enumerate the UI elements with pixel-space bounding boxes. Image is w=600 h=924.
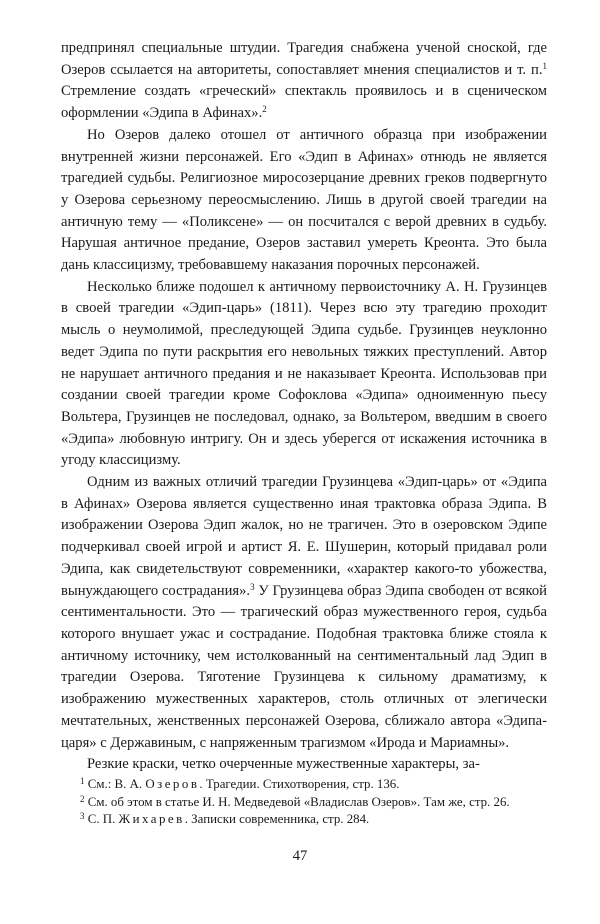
text-run: . Записки современника, стр. 284.: [184, 812, 370, 827]
text-run: См.: В. А.: [84, 776, 146, 791]
author-name: Жихарев: [118, 812, 185, 827]
page-content: [61, 38, 547, 829]
text-run: Одним из важных отличий трагедии Грузинцева «Эдип-царь» от «Эдипа в Афинах» Озерова является существенно иная трактовка образа Эдипа. В изображении Озерова Эдип жалок, но не трагичен. Это в озеровском Эдипе подчеркивал своей игрой и артист Я. Е. Шушерин, который придавал роли Эдипа, как свидетельствуют современники, «характер какого-то убожества, вынуждающего сострадания».: [61, 474, 547, 599]
footnote: [61, 776, 547, 794]
text-run: См. об этом в статье И. Н. Медведевой «Владислав Озеров». Там же, стр. 26.: [84, 794, 510, 809]
text-run: . Трагедии. Стихотворения, стр. 136.: [199, 776, 400, 791]
text-run: Резкие краски, четко очерченные мужественные характеры, за-: [87, 756, 480, 773]
text-run: Но Озеров далеко отошел от античного образца при изображении внутренней жизни персонажей. Его «Эдип в Афинах» отнюдь не является трагедией судьбы. Религиозное миросозерцание древних греков подвергнуто у Озерова серьезному переосмыслению. Лишь в другой своей трагедии на античную тему — «Поликсене» — он посчитался с верой древних в судьбу. Нарушая античное предание, Озеров заставил умереть Креонта. Это была дань классицизму, требовавшему наказания порочных персонажей.: [61, 126, 547, 274]
footnote-reference: 3: [250, 581, 255, 592]
author-name: Озеров: [145, 776, 200, 791]
paragraph: [61, 754, 547, 776]
footnote: [61, 794, 547, 812]
paragraph: [61, 472, 547, 754]
paragraph: [61, 38, 547, 125]
footnote-number: 3: [80, 811, 85, 822]
text-run: У Грузинцева образ Эдипа свободен от всякой сентиментальности. Это — трагический образ мужественного героя, судьба которого внушает ужас и сострадание. Подобная трактовка ближе стояла к античному источнику, чем истолкованный на сентиментальный лад Эдип в трагедии Озерова. Тяготение Грузинцева к сильному драматизму, к изображению мужественных характеров, столь отличных от элегически мечтательных, женственных персонажей Озерова, сближало автора «Эдипа-царя» с Державиным, с напряженным трагизмом «Ирода и Мариамны».: [61, 582, 547, 751]
footnote-reference: 2: [262, 104, 267, 115]
text-run: С. П.: [84, 812, 119, 827]
paragraph: [61, 277, 547, 472]
footnote-number: 2: [80, 793, 85, 804]
body-text: [61, 38, 547, 776]
paragraph: [61, 125, 547, 277]
text-run: Несколько ближе подошел к античному первоисточнику А. Н. Грузинцев в своей трагедии «Эдип-царь» (1811). Через всю эту трагедию проходит мысль о неумолимой, преследующей Эдипа судьбе. Грузинцев неуклонно ведет Эдипа по пути раскрытия его невольных тяжких преступлений. Автор не нарушает античного предания и не наказывает Креонта. Использовав при создании своей трагедии кроме Софоклова «Эдипа» одноименную пьесу Вольтера, Грузинцев не последовал, однако, за Вольтером, введшим в своего «Эдипа» любовную интригу. Он и здесь уберегся от искажения источника в угоду классицизму.: [61, 278, 547, 469]
footnotes: [61, 776, 547, 829]
page-number: 47: [292, 848, 308, 864]
text-run: предпринял специальные штудии. Трагедия снабжена ученой сноской, где Озеров ссылается на авторитеты, сопоставляет мнения специалистов и т. п.: [61, 40, 547, 78]
footnote: [61, 811, 547, 829]
text-run: Стремление создать «греческий» спектакль проявилось и в сценическом оформлении «Эдипа в Афинах».: [61, 83, 547, 122]
footnote-reference: 1: [542, 60, 547, 71]
footnote-number: 1: [80, 775, 85, 786]
